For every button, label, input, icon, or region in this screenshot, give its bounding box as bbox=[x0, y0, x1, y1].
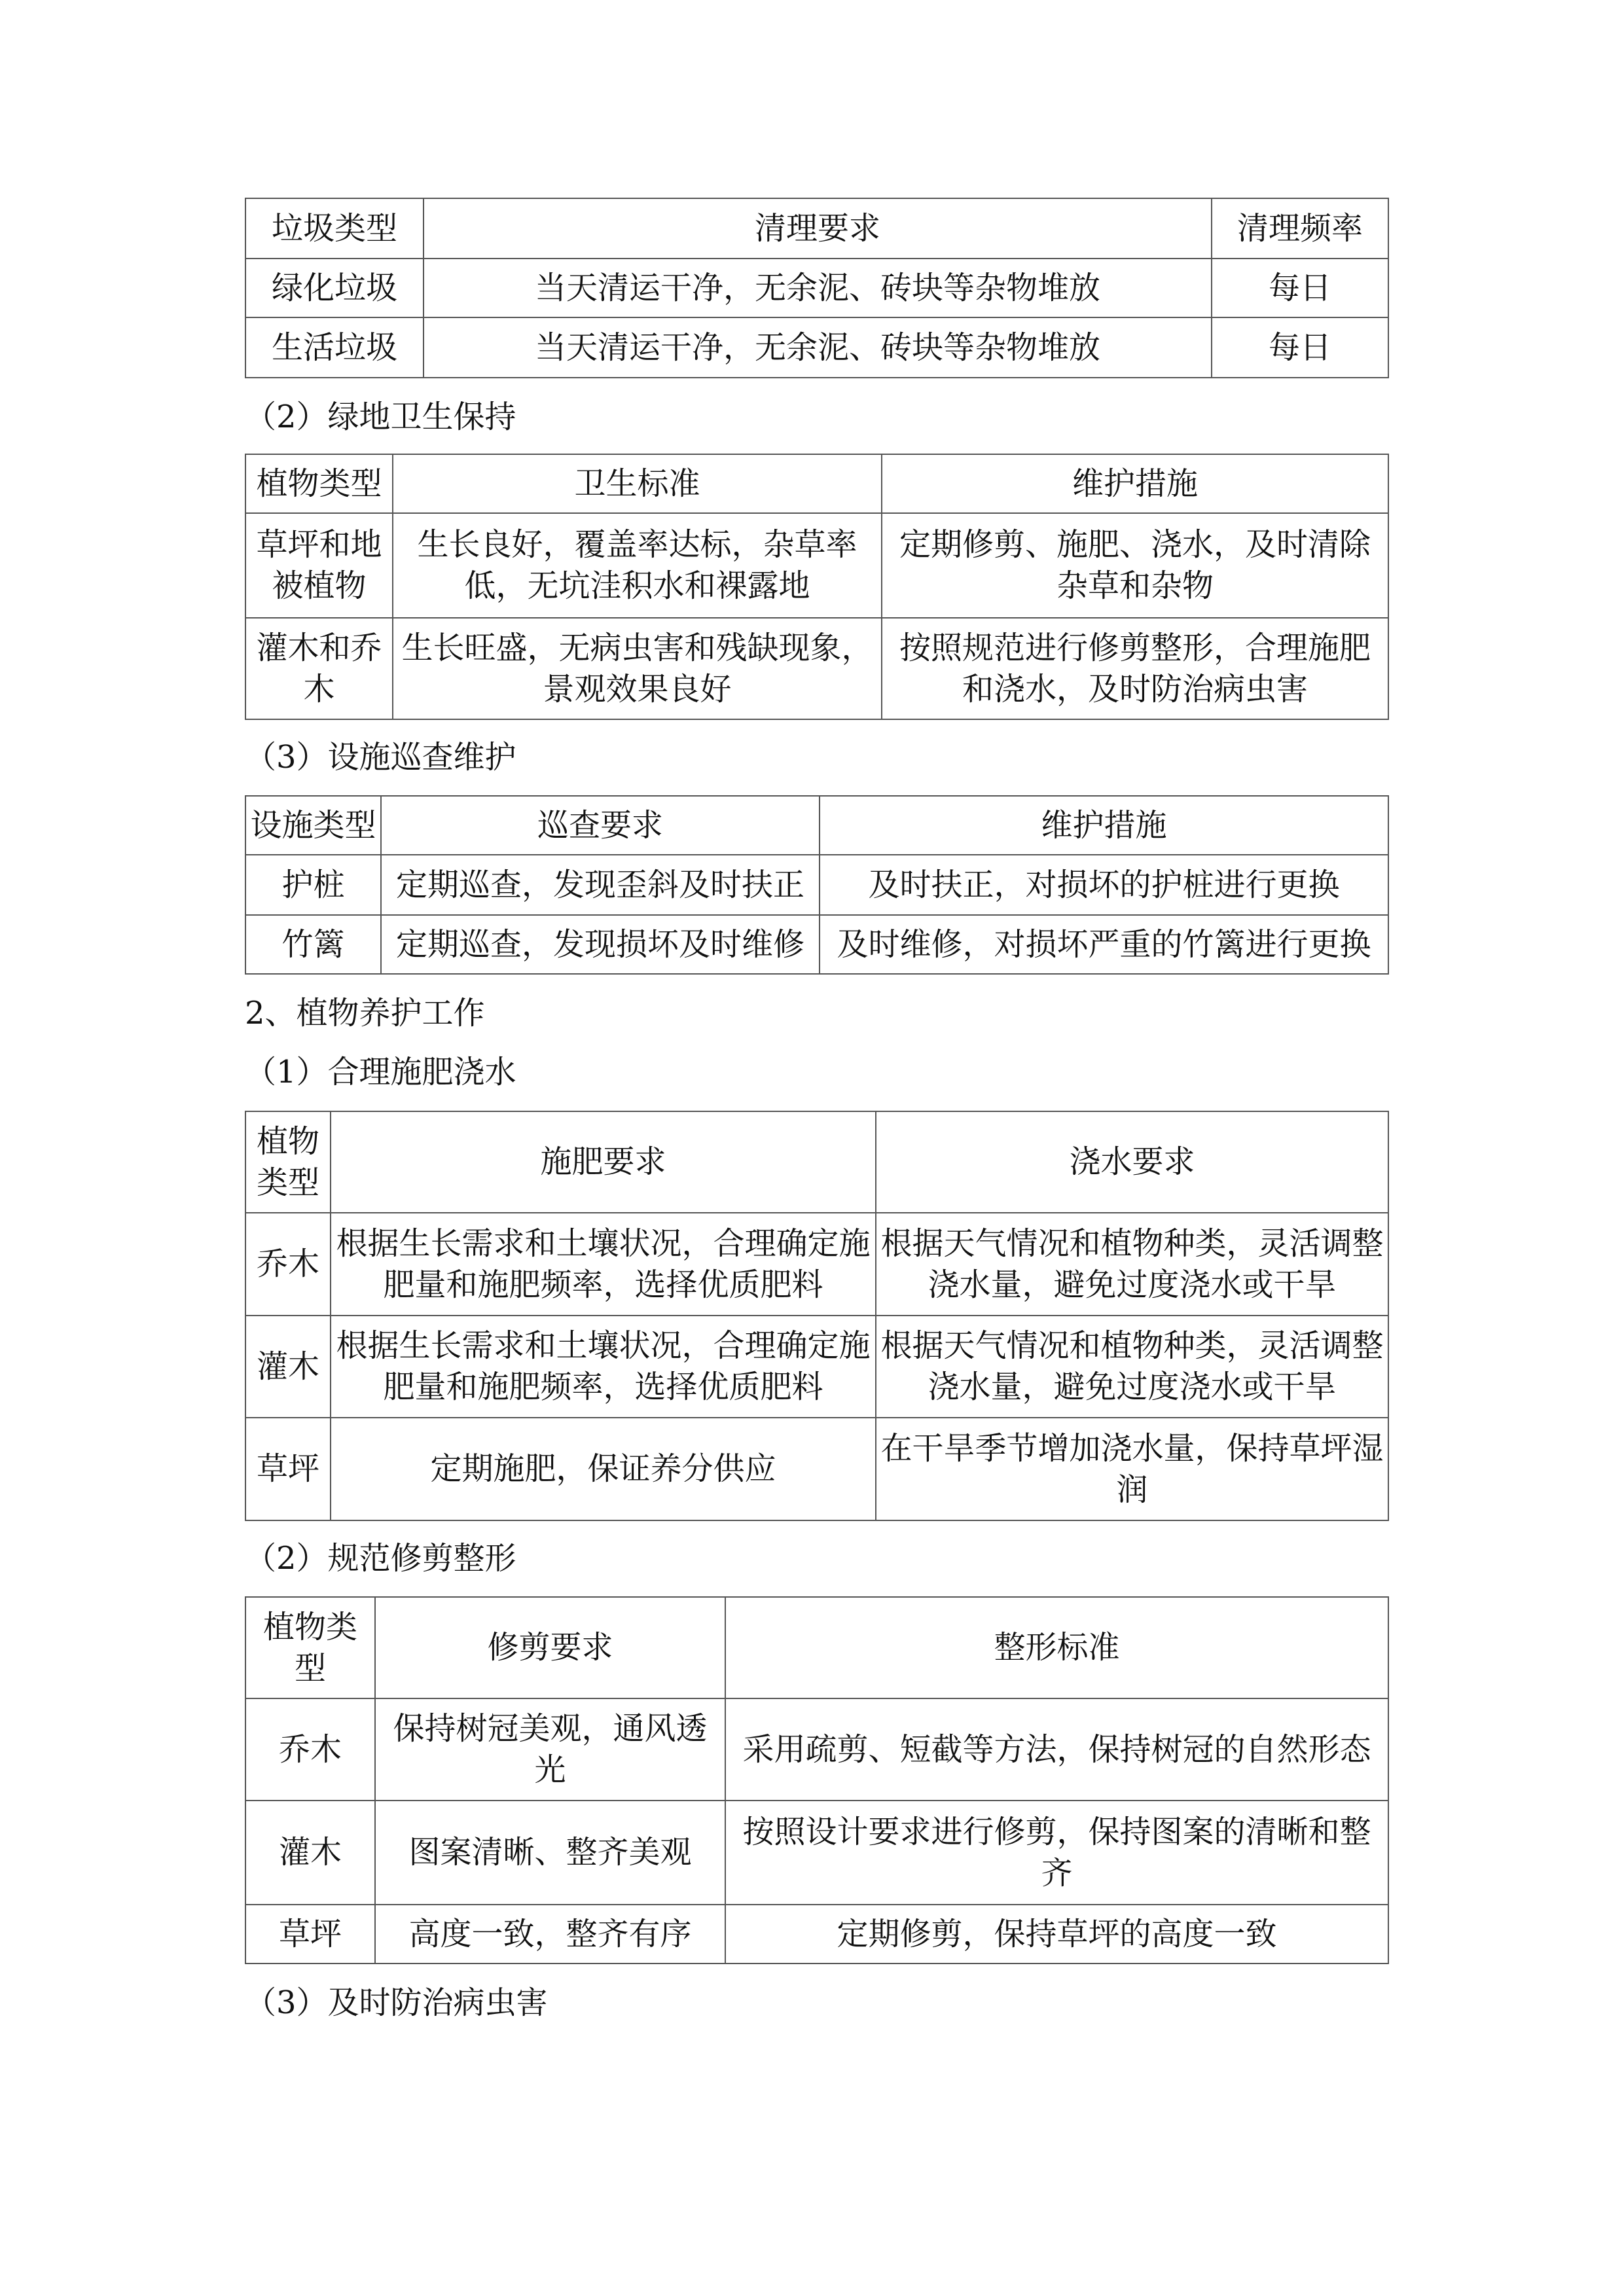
table-header-row bbox=[245, 796, 1388, 855]
table-cell: 每日 bbox=[1212, 317, 1388, 378]
table-cell: 定期巡查，发现歪斜及时扶正 bbox=[381, 855, 820, 915]
column-header: 卫生标准 bbox=[393, 454, 882, 513]
table-header-row bbox=[245, 454, 1388, 513]
table-cell: 及时扶正，对损坏的护桩进行更换 bbox=[820, 855, 1388, 915]
table-cell: 草坪 bbox=[245, 1418, 331, 1520]
table-cell: 乔木 bbox=[245, 1698, 375, 1801]
table-cell: 按照设计要求进行修剪，保持图案的清晰和整齐 bbox=[725, 1801, 1388, 1905]
waste-cleanup-table bbox=[245, 198, 1389, 378]
column-header: 植物类型 bbox=[245, 454, 393, 513]
heading-pest: （3）及时防治病虫害 bbox=[245, 1984, 548, 2021]
table-cell: 图案清晰、整齐美观 bbox=[375, 1801, 725, 1905]
table-row bbox=[245, 317, 1388, 378]
table-cell: 灌木 bbox=[245, 1316, 331, 1418]
table-cell: 竹篱 bbox=[245, 915, 381, 974]
table-row bbox=[245, 1698, 1388, 1801]
table-cell: 保持树冠美观，通风透光 bbox=[375, 1698, 725, 1801]
table-row bbox=[245, 1418, 1388, 1520]
column-header: 修剪要求 bbox=[375, 1597, 725, 1698]
table-cell: 采用疏剪、短截等方法，保持树冠的自然形态 bbox=[725, 1698, 1388, 1801]
heading-fertilize: （1）合理施肥浇水 bbox=[245, 1054, 516, 1090]
heading-pruning: （2）规范修剪整形 bbox=[245, 1540, 516, 1577]
table-cell: 每日 bbox=[1212, 259, 1388, 317]
column-header: 清理频率 bbox=[1212, 198, 1388, 259]
table-row bbox=[245, 915, 1388, 974]
fertilize-water-table bbox=[245, 1111, 1389, 1521]
table-cell: 生长旺盛，无病虫害和残缺现象，景观效果良好 bbox=[393, 618, 882, 719]
table-cell: 根据生长需求和土壤状况，合理确定施肥量和施肥频率，选择优质肥料 bbox=[331, 1213, 876, 1316]
table-cell: 根据天气情况和植物种类，灵活调整浇水量，避免过度浇水或干旱 bbox=[876, 1213, 1388, 1316]
table-cell: 定期施肥，保证养分供应 bbox=[331, 1418, 876, 1520]
table-cell: 当天清运干净，无余泥、砖块等杂物堆放 bbox=[424, 259, 1212, 317]
table-header-row bbox=[245, 1111, 1388, 1213]
table-row bbox=[245, 513, 1388, 618]
table-cell: 护桩 bbox=[245, 855, 381, 915]
column-header: 整形标准 bbox=[725, 1597, 1388, 1698]
table-row bbox=[245, 259, 1388, 317]
facility-table bbox=[245, 795, 1389, 975]
column-header: 浇水要求 bbox=[876, 1111, 1388, 1213]
table-cell: 在干旱季节增加浇水量，保持草坪湿润 bbox=[876, 1418, 1388, 1520]
heading-plant-care: 2、植物养护工作 bbox=[245, 995, 485, 1031]
heading-green-hygiene: （2）绿地卫生保持 bbox=[245, 399, 516, 435]
table-cell: 生活垃圾 bbox=[245, 317, 424, 378]
table-cell: 定期修剪，保持草坪的高度一致 bbox=[725, 1905, 1388, 1964]
table-row bbox=[245, 1316, 1388, 1418]
table-cell: 灌木 bbox=[245, 1801, 375, 1905]
table-cell: 根据生长需求和土壤状况，合理确定施肥量和施肥频率，选择优质肥料 bbox=[331, 1316, 876, 1418]
table-row bbox=[245, 1905, 1388, 1964]
column-header: 设施类型 bbox=[245, 796, 381, 855]
table-row bbox=[245, 618, 1388, 719]
table-cell: 绿化垃圾 bbox=[245, 259, 424, 317]
pruning-table bbox=[245, 1596, 1389, 1964]
table-cell: 生长良好，覆盖率达标，杂草率低，无坑洼积水和裸露地 bbox=[393, 513, 882, 618]
table-row bbox=[245, 1213, 1388, 1316]
table-cell: 及时维修，对损坏严重的竹篱进行更换 bbox=[820, 915, 1388, 974]
table-cell: 当天清运干净，无余泥、砖块等杂物堆放 bbox=[424, 317, 1212, 378]
column-header: 巡查要求 bbox=[381, 796, 820, 855]
column-header: 植物类型 bbox=[245, 1597, 375, 1698]
table-cell: 按照规范进行修剪整形，合理施肥和浇水，及时防治病虫害 bbox=[882, 618, 1388, 719]
table-cell: 高度一致，整齐有序 bbox=[375, 1905, 725, 1964]
table-cell: 定期修剪、施肥、浇水，及时清除杂草和杂物 bbox=[882, 513, 1388, 618]
table-row bbox=[245, 855, 1388, 915]
table-header-row bbox=[245, 1597, 1388, 1698]
column-header: 清理要求 bbox=[424, 198, 1212, 259]
table-header-row bbox=[245, 198, 1388, 259]
table-row bbox=[245, 1801, 1388, 1905]
column-header: 垃圾类型 bbox=[245, 198, 424, 259]
table-cell: 草坪 bbox=[245, 1905, 375, 1964]
table-cell: 根据天气情况和植物种类，灵活调整浇水量，避免过度浇水或干旱 bbox=[876, 1316, 1388, 1418]
table-cell: 草坪和地被植物 bbox=[245, 513, 393, 618]
heading-facility: （3）设施巡查维护 bbox=[245, 739, 516, 776]
column-header: 植物类型 bbox=[245, 1111, 331, 1213]
table-cell: 乔木 bbox=[245, 1213, 331, 1316]
column-header: 施肥要求 bbox=[331, 1111, 876, 1213]
column-header: 维护措施 bbox=[882, 454, 1388, 513]
table-cell: 灌木和乔木 bbox=[245, 618, 393, 719]
green-hygiene-table bbox=[245, 454, 1389, 720]
column-header: 维护措施 bbox=[820, 796, 1388, 855]
table-cell: 定期巡查，发现损坏及时维修 bbox=[381, 915, 820, 974]
